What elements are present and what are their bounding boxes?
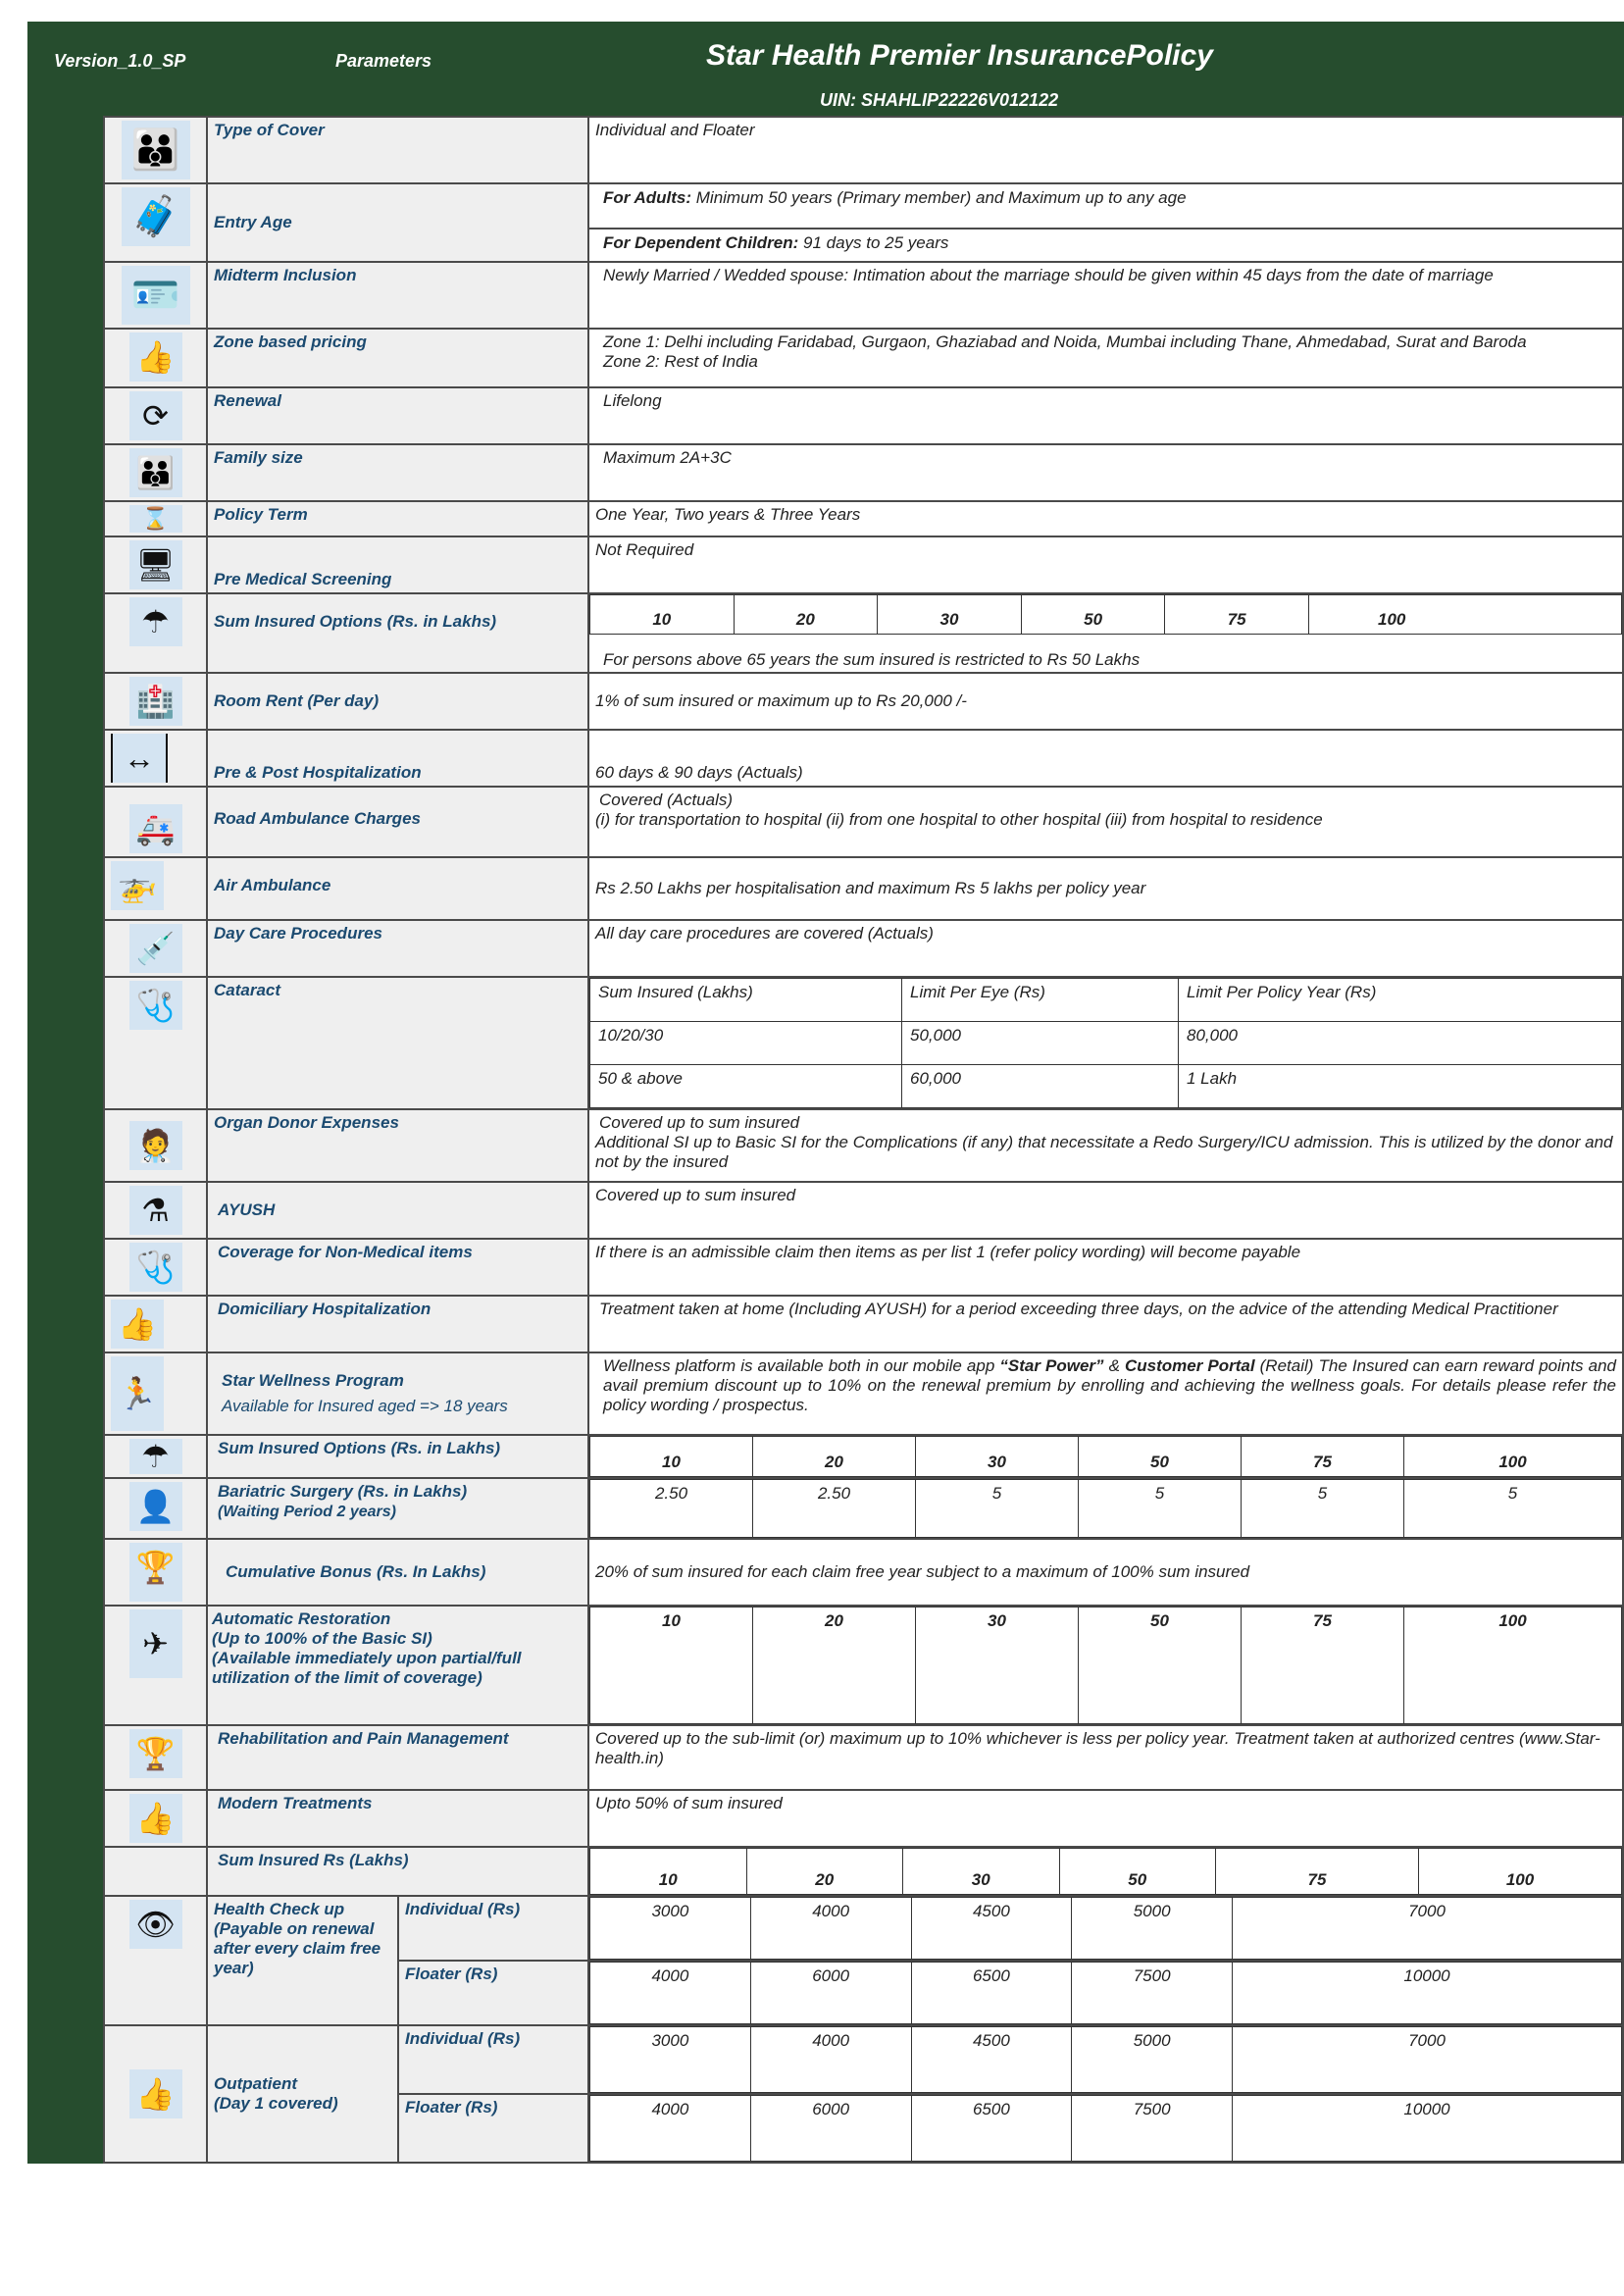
cataract-header: Sum Insured (Lakhs) (590, 979, 902, 1022)
row-value: Individual and Floater (588, 117, 1623, 183)
left-green-band (27, 116, 103, 2164)
restoration-cell: 75 (1242, 1607, 1404, 1724)
bariatric-cell: 5 (1404, 1480, 1622, 1538)
row-sum-insured-options-2 (104, 1435, 1623, 1478)
ambulance-icon: 🚑 (129, 804, 182, 853)
row-value: Maximum 2A+3C (588, 444, 1623, 501)
restoration-cell: 30 (916, 1607, 1079, 1724)
row-domiciliary (104, 1296, 1623, 1352)
amount-cell: 6500 (911, 1963, 1072, 2024)
row-value: Not Required (588, 536, 1623, 593)
amount-cell: 7000 (1233, 2027, 1622, 2093)
amount-cell: 7000 (1233, 1898, 1622, 1960)
sum-insured-note: For persons above 65 years the sum insured is restricted to Rs 50 Lakhs (603, 650, 1141, 669)
row-label: Organ Donor Expenses (207, 1109, 588, 1182)
row-cumulative-bonus (104, 1539, 1623, 1606)
amount-cell: 10000 (1233, 1963, 1622, 2024)
runner-icon: 🏃 (111, 1356, 164, 1431)
children-value: 91 days to 25 years (798, 233, 949, 252)
row-health-check-individual (104, 1896, 1623, 1961)
si-lakhs-table (589, 1848, 1622, 1895)
amount-cell: 3000 (590, 2027, 751, 2093)
cataract-cell: 10/20/30 (590, 1022, 902, 1065)
wellness-text: (Retail) The Insured can earn reward points and avail premium discount up to 10% on the renewal premium by enrolling and achieving the wellness goals. For details please refer the policy wording / prospectus. (603, 1356, 1616, 1414)
hospital-icon: 🏥 (129, 677, 182, 726)
surgeon-icon: 🧑‍⚕️ (129, 1121, 182, 1170)
id-document-icon: 🪪 (122, 266, 190, 325)
row-modern-treatments (104, 1790, 1623, 1847)
bariatric-sublabel: (Waiting Period 2 years) (218, 1504, 396, 1520)
restoration-cell: 10 (590, 1607, 753, 1724)
family-icon: 👪 (122, 121, 190, 179)
row-policy-term (104, 501, 1623, 536)
amount-cell: 6500 (911, 2096, 1072, 2162)
amount-cell: 4500 (911, 2027, 1072, 2093)
row-label: Coverage for Non-Medical items (207, 1239, 588, 1296)
cataract-cell: 50 & above (590, 1065, 902, 1108)
row-sum-insured-options (104, 593, 1623, 673)
option-cell: 100 (1404, 1437, 1622, 1477)
amount-cell: 4000 (590, 1963, 751, 2024)
amount-cell: 7500 (1072, 1963, 1233, 2024)
floater-label: Floater (Rs) (398, 2094, 588, 2163)
row-label: Zone based pricing (207, 329, 588, 387)
wellness-text: Wellness platform is available both in our mobile app (603, 1356, 1000, 1375)
individual-label: Individual (Rs) (398, 1896, 588, 1961)
row-outpatient-individual (104, 2025, 1623, 2094)
customer-portal: Customer Portal (1124, 1356, 1255, 1375)
option-cell: 20 (753, 1437, 916, 1477)
individual-label: Individual (Rs) (398, 2025, 588, 2094)
umbrella-icon: ☂ (129, 1439, 182, 1474)
option-cell: 20 (734, 595, 878, 635)
row-room-rent (104, 673, 1623, 730)
cataract-header: Limit Per Eye (Rs) (902, 979, 1179, 1022)
policy-page (27, 22, 1624, 2164)
health-check-label: Health Check up (Payable on renewal after every claim free year) (207, 1896, 398, 2025)
outpatient-individual-table (589, 2026, 1622, 2093)
iv-drip-patient-icon: 💉 (129, 924, 182, 973)
cataract-cell: 1 Lakh (1179, 1065, 1622, 1108)
adults-value: Minimum 50 years (Primary member) and Maximum up to any age (691, 188, 1187, 207)
row-pre-post-hospitalization (104, 730, 1623, 787)
bariatric-label: Bariatric Surgery (Rs. in Lakhs) (218, 1482, 468, 1501)
row-ayush (104, 1182, 1623, 1239)
option-cell: 30 (916, 1437, 1079, 1477)
mortar-pestle-icon: ⚗ (129, 1186, 182, 1235)
row-label: AYUSH (207, 1182, 588, 1239)
row-value: If there is an admissible claim then items as per list 1 (refer policy wording) will become payable (588, 1239, 1623, 1296)
bonus-stack-icon: 🏆 (129, 1543, 182, 1602)
row-day-care (104, 920, 1623, 977)
row-label: Pre & Post Hospitalization (207, 730, 588, 787)
amount-cell: 7500 (1072, 2096, 1233, 2162)
amount-cell: 5000 (1072, 1898, 1233, 1960)
parameters-label: Parameters (335, 51, 432, 71)
restoration-cell: 20 (753, 1607, 916, 1724)
travel-gate-icon: 🧳 (122, 187, 190, 246)
amount-cell: 3000 (590, 1898, 751, 1960)
bariatric-cell: 5 (1242, 1480, 1404, 1538)
cataract-cell: 60,000 (902, 1065, 1179, 1108)
arrows-left-right-icon: ↔ (111, 734, 168, 783)
row-label: Day Care Procedures (207, 920, 588, 977)
row-entry-age (104, 183, 1623, 262)
road-ambulance-line2: (i) for transportation to hospital (ii) from one hospital to other hospital (iii) from hospital to residence (595, 810, 1323, 829)
star-power-app: “Star Power” (999, 1356, 1104, 1375)
document-thumbs-up-icon: 👍 (129, 2069, 182, 2118)
version-label: Version_1.0_SP (54, 51, 186, 71)
row-label: Sum Insured Options (Rs. in Lakhs) (207, 593, 588, 673)
row-value: 60 days & 90 days (Actuals) (588, 730, 1623, 787)
row-organ-donor (104, 1109, 1623, 1182)
organ-donor-line2: Additional SI up to Basic SI for the Complications (if any) that necessitate a Redo Surgery/ICU admission. This is utilized by the donor and not by the insured (595, 1133, 1613, 1171)
row-sum-insured-lakhs (104, 1847, 1623, 1896)
option-cell: 30 (878, 595, 1022, 635)
option-cell: 75 (1242, 1437, 1404, 1477)
bonus-stack-icon: 🏆 (129, 1729, 182, 1778)
document-thumbs-up-icon: 👍 (129, 1794, 182, 1843)
restoration-line2: (Up to 100% of the Basic SI) (212, 1629, 432, 1648)
row-value: Treatment taken at home (Including AYUSH) for a period exceeding three days, on the advice of the attending Medical Practitioner (588, 1296, 1623, 1352)
organ-donor-line1: Covered up to sum insured (599, 1113, 800, 1132)
row-non-medical (104, 1239, 1623, 1296)
row-label: Entry Age (207, 183, 588, 262)
cataract-cell: 80,000 (1179, 1022, 1622, 1065)
zone-1: Zone 1: Delhi including Faridabad, Gurgaon, Ghaziabad and Noida, Mumbai including Thane, Ahmedabad, Surat and Baroda (603, 332, 1527, 351)
bariatric-table (589, 1479, 1622, 1538)
children-label: For Dependent Children: (603, 233, 799, 252)
row-label: Domiciliary Hospitalization (207, 1296, 588, 1352)
doctor-patient-icon: 🩺 (129, 1243, 182, 1292)
document-thumbs-up-icon: 👍 (129, 332, 182, 382)
medical-monitor-icon: 🖥 (129, 540, 182, 589)
option-cell: 10 (590, 1437, 753, 1477)
option-cell: 10 (590, 1849, 747, 1895)
option-cell: 75 (1216, 1849, 1419, 1895)
row-label: Cataract (207, 977, 588, 1109)
uin-label: UIN: SHAHLIP22226V012122 (820, 90, 1059, 110)
row-label: Road Ambulance Charges (207, 787, 588, 857)
sum-insured-options-table-2 (589, 1436, 1622, 1477)
floater-label: Floater (Rs) (398, 1961, 588, 2025)
amount-cell: 4000 (590, 2096, 751, 2162)
amount-cell: 6000 (750, 1963, 911, 2024)
cataract-table (589, 978, 1622, 1108)
wellness-description (588, 1352, 1623, 1435)
row-label: Modern Treatments (207, 1790, 588, 1847)
option-cell: 50 (1059, 1849, 1216, 1895)
option-cell: 100 (1309, 595, 1622, 635)
row-label: Midterm Inclusion (207, 262, 588, 329)
row-label: Family size (207, 444, 588, 501)
adults-label: For Adults: (603, 188, 692, 207)
outpatient-floater-table (589, 2095, 1622, 2162)
row-label: Renewal (207, 387, 588, 444)
hourglass-icon: ⌛ (129, 505, 182, 533)
row-value: Covered up to the sub-limit (or) maximum up to 10% whichever is less per policy year. Treatment taken at authorized centres (www.Star-health.in) (588, 1725, 1623, 1790)
bariatric-cell: 5 (916, 1480, 1079, 1538)
amount-cell: 4000 (750, 1898, 911, 1960)
row-label: Sum Insured Options (Rs. in Lakhs) (207, 1435, 588, 1478)
row-label: Type of Cover (207, 117, 588, 183)
option-cell: 20 (746, 1849, 903, 1895)
outpatient-sublabel: (Day 1 covered) (214, 2094, 338, 2113)
row-label: Air Ambulance (207, 857, 588, 920)
row-label: Rehabilitation and Pain Management (207, 1725, 588, 1790)
doctor-patient-icon: 🩺 (129, 981, 182, 1030)
row-air-ambulance (104, 857, 1623, 920)
row-label: Pre Medical Screening (207, 536, 588, 593)
amount-cell: 10000 (1233, 2096, 1622, 2162)
row-label: Policy Term (207, 501, 588, 536)
row-zone-pricing (104, 329, 1623, 387)
cataract-header: Limit Per Policy Year (Rs) (1179, 979, 1622, 1022)
page-title: Star Health Premier InsurancePolicy (706, 39, 1213, 72)
row-value: Upto 50% of sum insured (588, 1790, 1623, 1847)
row-value: Lifelong (588, 387, 1623, 444)
helicopter-icon: 🚁 (111, 861, 164, 910)
outpatient-label: Outpatient (214, 2074, 297, 2093)
wellness-sublabel: Available for Insured aged => 18 years (222, 1397, 508, 1415)
health-check-individual-table (589, 1897, 1622, 1960)
doctor-eye-icon: 👁 (129, 1900, 182, 1949)
restoration-cell: 50 (1079, 1607, 1242, 1724)
option-cell: 50 (1021, 595, 1165, 635)
row-value: Rs 2.50 Lakhs per hospitalisation and maximum Rs 5 lakhs per policy year (588, 857, 1623, 920)
amount-cell: 4000 (750, 2027, 911, 2093)
restoration-table (589, 1607, 1622, 1724)
policy-table (103, 116, 1624, 2164)
amount-cell: 5000 (1072, 2027, 1233, 2093)
cataract-cell: 50,000 (902, 1022, 1179, 1065)
entry-age-children (589, 230, 1622, 261)
jet-icon: ✈ (129, 1609, 182, 1678)
amount-cell: 6000 (750, 2096, 911, 2162)
zone-2: Zone 2: Rest of India (603, 352, 758, 371)
restoration-line3: (Available immediately upon partial/full utilization of the limit of coverage) (212, 1649, 522, 1687)
amount-cell: 4500 (911, 1898, 1072, 1960)
row-rehabilitation (104, 1725, 1623, 1790)
road-ambulance-line1: Covered (Actuals) (599, 791, 734, 809)
row-label: Sum Insured Rs (Lakhs) (207, 1847, 588, 1896)
row-star-wellness (104, 1352, 1623, 1435)
row-pre-medical (104, 536, 1623, 593)
option-cell: 75 (1165, 595, 1309, 635)
bariatric-cell: 2.50 (753, 1480, 916, 1538)
row-road-ambulance (104, 787, 1623, 857)
row-midterm-inclusion (104, 262, 1623, 329)
option-cell: 100 (1419, 1849, 1622, 1895)
bariatric-cell: 2.50 (590, 1480, 753, 1538)
row-value: All day care procedures are covered (Actuals) (588, 920, 1623, 977)
row-label: Cumulative Bonus (Rs. In Lakhs) (207, 1539, 588, 1606)
health-check-floater-table (589, 1962, 1622, 2024)
option-cell: 50 (1079, 1437, 1242, 1477)
renewal-cycle-icon: ⟳ (129, 391, 182, 440)
umbrella-icon: ☂ (129, 597, 182, 646)
option-cell: 10 (590, 595, 735, 635)
restoration-label: Automatic Restoration (212, 1609, 391, 1628)
row-family-size (104, 444, 1623, 501)
bariatric-cell: 5 (1079, 1480, 1242, 1538)
row-value: 1% of sum insured or maximum up to Rs 20,000 /- (588, 673, 1623, 730)
entry-age-adults (589, 184, 1622, 230)
row-automatic-restoration (104, 1606, 1623, 1725)
row-value: Covered up to sum insured (588, 1182, 1623, 1239)
row-bariatric (104, 1478, 1623, 1539)
row-value: 20% of sum insured for each claim free year subject to a maximum of 100% sum insured (588, 1539, 1623, 1606)
row-renewal (104, 387, 1623, 444)
row-cataract (104, 977, 1623, 1109)
sum-insured-options-table (589, 594, 1622, 635)
family-icon: 👪 (129, 448, 182, 497)
wellness-label: Star Wellness Program (222, 1371, 404, 1390)
wellness-text: & (1103, 1356, 1125, 1375)
option-cell: 30 (903, 1849, 1060, 1895)
document-thumbs-up-icon: 👍 (111, 1300, 164, 1349)
person-silhouette-icon: 👤 (129, 1482, 182, 1531)
header-bar (27, 22, 1624, 116)
restoration-cell: 100 (1404, 1607, 1622, 1724)
row-value: One Year, Two years & Three Years (588, 501, 1623, 536)
row-label: Room Rent (Per day) (207, 673, 588, 730)
row-type-of-cover (104, 117, 1623, 183)
row-value: Newly Married / Wedded spouse: Intimation about the marriage should be given within 45 days from the date of marriage (588, 262, 1623, 329)
